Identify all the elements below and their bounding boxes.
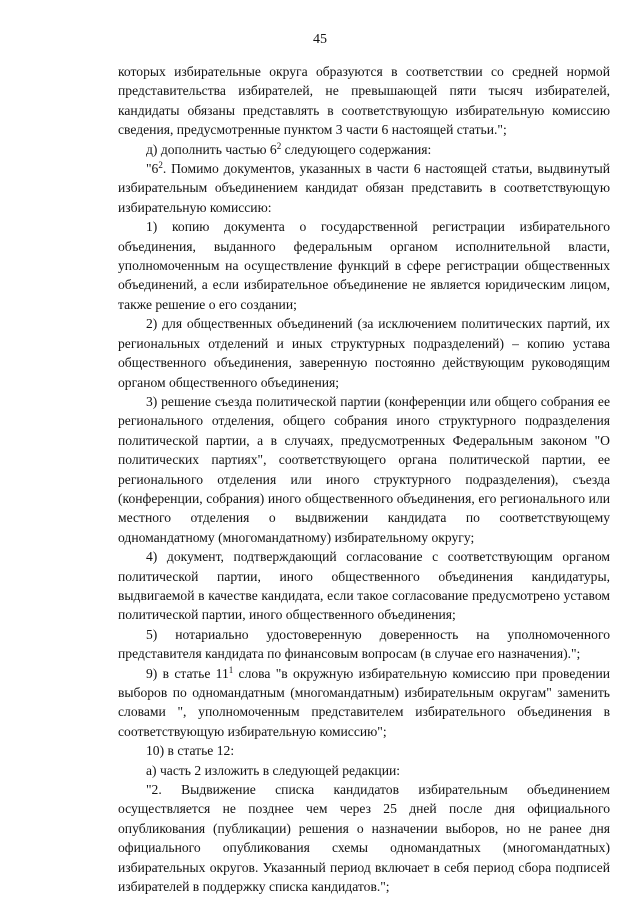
- paragraph-text: а) часть 2 изложить в следующей редакции:: [146, 762, 401, 778]
- paragraph-text: . Помимо документов, указанных в части 6 настоящей статьи, выдвинутый избирательным объединением кандидат обязан представить в соответствующую избирательную комиссию:: [118, 161, 610, 215]
- superscript: 1: [228, 664, 234, 675]
- paragraph-p11: [118, 780, 610, 896]
- superscript: 2: [276, 140, 282, 151]
- paragraph-p4: [118, 314, 610, 392]
- paragraph-p0: [118, 62, 610, 140]
- paragraph-text: 9) в статье 11: [146, 665, 229, 681]
- paragraph-text: д) дополнить частью 6: [146, 141, 277, 157]
- paragraph-text: 10) в статье 12:: [146, 743, 235, 759]
- page-number: 45: [313, 32, 327, 47]
- paragraph-text: 3) решение съезда политической партии (конференции или общего собрания ее регионального отделения, общего собрания иного структурного подразделения политической партии, а в случаях, предусмотренных Федеральным законом "О политических партиях", соответствующего органа политической партии, ее регионального отделения или иного структурного подразделения), съезда (конференции, собрания) иного общественного объединения, его регионального или местного отделения о выдвижении кандидата по соответствующему одномандатному (многомандатному) избирательному округу;: [118, 393, 610, 545]
- superscript: 2: [158, 160, 163, 171]
- paragraph-text: "2. Выдвижение списка кандидатов избирательным объединением осуществляется не позднее чем через 25 дней после дня официального опубликования (публикации) решения о назначении выборов, но не ранее дня официального опубликования схемы одномандатных (многомандатных) избирательных округов. Указанный период включает в себя период сбора подписей избирателей в поддержку списка кандидатов.";: [118, 782, 610, 895]
- paragraph-text: слова "в окружную избирательную комиссию при проведении выборов по одномандатным (многомандатным) избирательным округам" заменить словами ", уполномоченным представителем избирательного объединения в соответствующую избирательную комиссию";: [118, 665, 610, 739]
- paragraph-text: 2) для общественных объединений (за исключением политических партий, их региональных отделений и иных структурных подразделений) – копию устава общественного объединения, заверенную постоянно действующим руководящим органом общественного объединения;: [118, 316, 610, 390]
- paragraph-p5: [118, 392, 610, 547]
- paragraph-text: 5) нотариально удостоверенную доверенность на уполномоченного представителя кандидата по финансовым вопросам (в случае его назначения).";: [118, 626, 610, 662]
- paragraph-text: "6: [146, 161, 159, 177]
- paragraph-text: 1) копию документа о государственной регистрации избирательного объединения, выданного федеральным органом исполнительной власти, уполномоченным на осуществление функций в сфере регистрации общественных объединений, а если избирательное объединение не является юридическим лицом, также решение о его создании;: [118, 219, 610, 312]
- paragraph-text: следующего содержания:: [281, 141, 432, 157]
- paragraph-p10: [118, 761, 610, 780]
- paragraph-text: 4) документ, подтверждающий согласование с соответствующим органом политической партии, иного общественного объединения кандидатуры, выдвигаемой в качестве кандидата, если такое согласование предусмотрено уставом политической партии, иного общественного объединения;: [118, 549, 610, 623]
- paragraph-p9: [118, 741, 610, 760]
- paragraph-p7: [118, 625, 610, 664]
- paragraph-p3: [118, 217, 610, 314]
- document-body: [118, 62, 610, 896]
- paragraph-text: которых избирательные округа образуются в соответствии со средней нормой представительства избирателей, не превышающей пяти тысяч избирателей, кандидаты обязаны представлять в соответствующую избирательную комиссию сведения, предусмотренные пунктом 3 части 6 настоящей статьи.";: [118, 64, 610, 138]
- paragraph-p2: [118, 159, 610, 217]
- paragraph-p1: [118, 140, 610, 159]
- paragraph-p6: [118, 547, 610, 625]
- paragraph-p8: [118, 664, 610, 742]
